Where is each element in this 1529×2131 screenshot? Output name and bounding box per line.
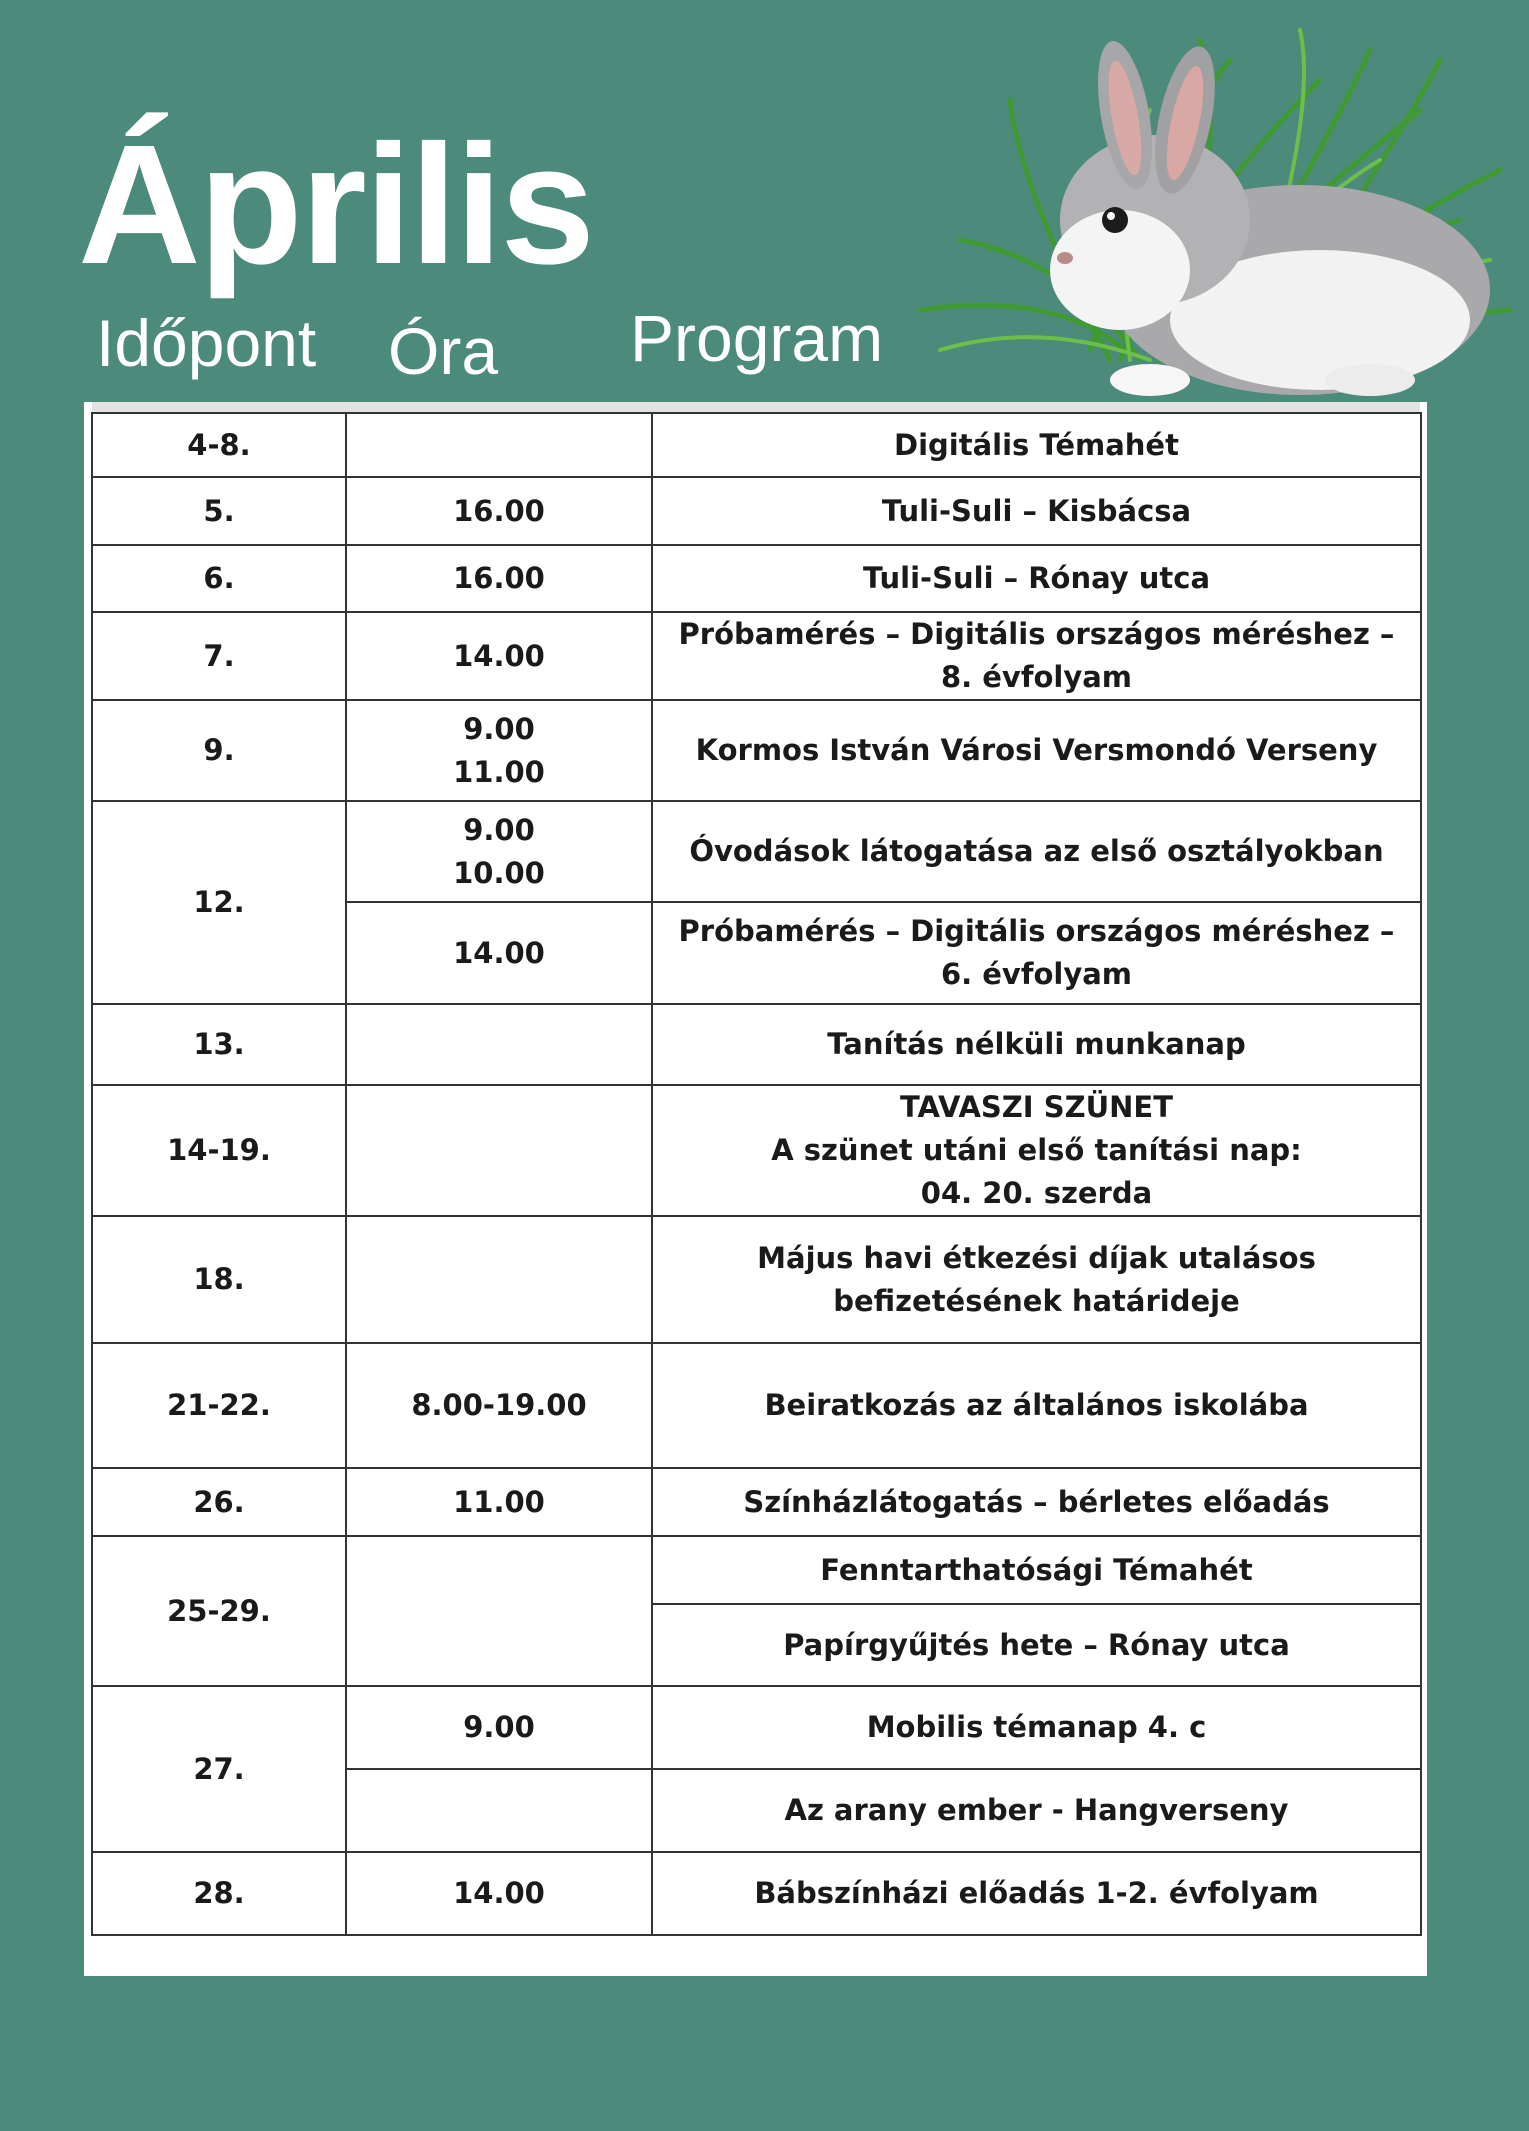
time-cell: 8.00-19.00 <box>346 1343 652 1468</box>
table-row <box>92 1686 1421 1769</box>
program-cell: Próbamérés – Digitális országos méréshez – 8. évfolyam <box>652 612 1421 700</box>
program-cell: Május havi étkezési díjak utalásos befizetésének határideje <box>652 1216 1421 1343</box>
time-cell: 14.00 <box>346 1852 652 1935</box>
date-cell: 28. <box>92 1852 346 1935</box>
time-cell: 14.00 <box>346 902 652 1004</box>
date-cell: 14-19. <box>92 1085 346 1216</box>
table-row <box>92 1468 1421 1536</box>
date-cell: 6. <box>92 545 346 612</box>
program-cell: Fenntarthatósági Témahét <box>652 1536 1421 1604</box>
date-cell: 26. <box>92 1468 346 1536</box>
table-row <box>92 477 1421 545</box>
table-row <box>92 1343 1421 1468</box>
date-cell: 5. <box>92 477 346 545</box>
date-cell: 12. <box>92 801 346 1004</box>
date-cell: 21-22. <box>92 1343 346 1468</box>
time-cell <box>346 1216 652 1343</box>
date-cell: 4-8. <box>92 413 346 477</box>
column-heading-time: Óra <box>388 314 499 388</box>
table-row <box>92 801 1421 902</box>
program-cell: Próbamérés – Digitális országos méréshez – 6. évfolyam <box>652 902 1421 1004</box>
time-cell <box>346 413 652 477</box>
table-row <box>92 612 1421 700</box>
table-row <box>92 700 1421 801</box>
program-cell: Óvodások látogatása az első osztályokban <box>652 801 1421 902</box>
rabbit-illustration <box>900 20 1520 400</box>
schedule-table <box>91 412 1422 1936</box>
program-cell: Beiratkozás az általános iskolába <box>652 1343 1421 1468</box>
page-title: Április <box>78 110 594 300</box>
column-heading-program: Program <box>630 301 884 375</box>
program-cell: Színházlátogatás – bérletes előadás <box>652 1468 1421 1536</box>
time-cell: 9.00 11.00 <box>346 700 652 801</box>
time-cell <box>346 1085 652 1216</box>
table-row <box>92 1536 1421 1604</box>
time-cell <box>346 1536 652 1686</box>
time-cell <box>346 1769 652 1852</box>
program-cell: Tanítás nélküli munkanap <box>652 1004 1421 1085</box>
program-cell: TAVASZI SZÜNET A szünet utáni első tanítási nap: 04. 20. szerda <box>652 1085 1421 1216</box>
time-cell: 16.00 <box>346 545 652 612</box>
date-cell: 27. <box>92 1686 346 1852</box>
table-row <box>92 545 1421 612</box>
date-cell: 25-29. <box>92 1536 346 1686</box>
time-cell: 9.00 <box>346 1686 652 1769</box>
table-row <box>92 1216 1421 1343</box>
date-cell: 9. <box>92 700 346 801</box>
date-cell: 18. <box>92 1216 346 1343</box>
program-cell: Kormos István Városi Versmondó Verseny <box>652 700 1421 801</box>
table-row <box>92 413 1421 477</box>
table-row <box>92 1085 1421 1216</box>
program-cell: Tuli-Suli – Rónay utca <box>652 545 1421 612</box>
program-cell: Bábszínházi előadás 1-2. évfolyam <box>652 1852 1421 1935</box>
table-row <box>92 1004 1421 1085</box>
program-cell: Digitális Témahét <box>652 413 1421 477</box>
program-cell: Az arany ember - Hangverseny <box>652 1769 1421 1852</box>
time-cell: 16.00 <box>346 477 652 545</box>
program-cell: Tuli-Suli – Kisbácsa <box>652 477 1421 545</box>
time-cell: 14.00 <box>346 612 652 700</box>
program-cell: Papírgyűjtés hete – Rónay utca <box>652 1604 1421 1686</box>
column-heading-date: Időpont <box>96 306 317 380</box>
date-cell: 13. <box>92 1004 346 1085</box>
table-row <box>92 1852 1421 1935</box>
date-cell: 7. <box>92 612 346 700</box>
time-cell <box>346 1004 652 1085</box>
program-cell: Mobilis témanap 4. c <box>652 1686 1421 1769</box>
time-cell: 9.00 10.00 <box>346 801 652 902</box>
time-cell: 11.00 <box>346 1468 652 1536</box>
